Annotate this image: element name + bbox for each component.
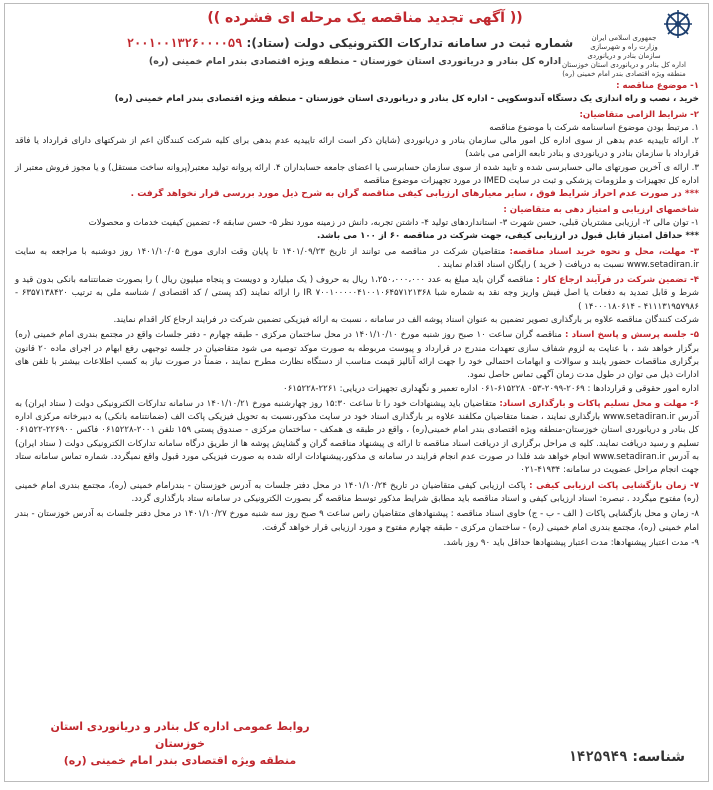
- footer-org-line-1: روابط عمومی اداره کل بنادر و دریانوردی استان خوزستان: [50, 720, 310, 750]
- section-5-body: مناقصه گران ساعت ۱۰ صبح روز شنبه مورخ ۱۴۰۱/۱۰/۱۰ در محل ساختمان مرکزی - طبقه چهارم - دفتر جلسات واقع در مجتمع بندری امام خمینی (ره) برگزار خواهد شد ، با عنایت به لزوم شفاف سازی تعهدات مندرج در قرارداد و پیوست مربوطه به صورت موکد توصیه می شود متقاضیان در جلسه توجیهی رفع ابهام در اجرای ماده ۲۰ قانون برگزاری مناقصات حضور یابند و سوالات و ابهامات احتمالی خود را جهت ارائه آنالیز قیمت مناسب از دستگاه نظارت مطرح نمایند ، ضمناً در صورت نیاز به کسب اطلاعات بیشتر با تلفن های ادارات ذیل می توان در طول مدت زمان آگهی تماس حاصل نمود.: [15, 330, 699, 381]
- section-7: [15, 480, 699, 507]
- section-7-body: پاکت ارزیابی کیفی متقاضیان در تاریخ ۱۴۰۱/۱۰/۲۴ در محل دفتر جلسات به آدرس خوزستان - بندرامام خمینی (ره)، مجتمع بندری امام خمینی (ره) مفتوح میگردد . تبصره: اسناد ارزیابی کیفی و اسناد مناقصه باید مطابق شرایط مذکور توسط مناقصه گر بصورت الکترونیکی در سامانه ستاد بارگذاری گردد.: [15, 480, 699, 504]
- footer-organization: [35, 718, 325, 769]
- section-4-note: شرکت کنندگان مناقصه علاوه بر بارگذاری تصویر تضمین به عنوان اسناد پوشه الف در سامانه ، نسبت به ارائه فیزیکی تضمین شرکت در فرایند ارجاع کار اقدام نمایند.: [113, 315, 699, 326]
- section-4: [15, 274, 699, 327]
- section-5-title: ۵- جلسه پرسش و پاسخ اسناد :: [564, 330, 699, 341]
- criteria-note: *** حداقل امتیاز قابل قبول در ارزیابی کیفی، جهت شرکت در مناقصه ۶۰ از ۱۰۰ می باشد.: [316, 231, 699, 242]
- section-1: [15, 80, 699, 107]
- section-3: [15, 246, 699, 273]
- section-3-body: متقاضیان شرکت در مناقصه می توانند از تاریخ ۱۴۰۱/۰۹/۲۳ تا پایان وقت اداری مورخ ۱۴۰۱/۱۰/۰۵ روز دوشنبه با مراجعه به سایت www.setadiran.ir نسبت به دریافت ( خرید ) رایگان اسناد اقدام نمایند .: [15, 246, 699, 270]
- section-4-title: ۴- تضمین شرکت در فرآیند ارجاع کار :: [536, 275, 699, 286]
- notice-body: [15, 80, 699, 552]
- logo-line: منطقه ویژه اقتصادی بندر امام خمینی (ره): [562, 70, 686, 78]
- section-criteria: [15, 204, 699, 244]
- issuing-organization: اداره کل بنادر و دریانوردی استان خوزستان - منطقه ویژه اقتصادی بندر امام خمینی (ره): [148, 56, 562, 67]
- notice-id-label: شناسه:: [632, 749, 685, 765]
- section-1-body: خرید ، نصب و راه اندازی یک دستگاه آندوسکوپی - اداره کل بنادر و دریانوردی استان خوزستان - منطقه ویژه اقتصادی بندر امام خمینی (ره): [114, 94, 699, 105]
- notice-page: [4, 3, 709, 782]
- notice-id-value: ۱۴۲۵۹۴۹: [568, 749, 628, 765]
- logo-line: سازمان بنادر و دریانوردی: [587, 52, 661, 60]
- section-6-body: متقاضیان باید پیشنهادات خود را تا ساعت ۱۵:۳۰ روز چهارشنبه مورخ ۱۴۰۱/۱۰/۲۱ در سامانه تدارکات الکترونیکی دولت ( ستاد ایران) به آدرس www.setadiran.ir بارگذاری نمایند ، ضمنا متقاضیان مکلفند علاوه بر بارگذاری اسناد خود در سایت مذکور،نسبت به تحویل فیزیکی پاکت الف (ضمانتنامه بانکی) به دبیرخانه مرکزی اداره کل بنادر و دریانوردی استان خوزستان-منطقه ویژه اقتصادی بندر امام خمینی(ره) ، واقع در طبقه ی همکف - ساختمان مرکزی - صندوق پستی ۱۵۹ تلفن ۲۰۰۱-۰۶۱۵۲۲۸ فاکس ۲۲۶۹۰۰-۰۶۱۵۲۲ تسلیم و رسید دریافت نمایند. کلیه ی مراحل برگزاری از دریافت اسناد مناقصه تا ارائه ی پیشنهاد مناقصه گران و گشایش پوشه ها از طریق درگاه سامانه تدارکات الکترونیکی دولت ( ستاد ایران) به آدرس www.setadiran.ir انجام خواهد شد فلذا در صورت عدم انجام فرایند در سامانه ی مذکور،پیشنهادات ارائه شده به صورت فیزیکی مورد قبول واقع نمیگردد. شماره تماس سامانه ستاد جهت انجام مراحل عضویت در سامانه: ۴۱۹۳۴-۰۲۱: [15, 398, 699, 476]
- section-7-title: ۷- زمان بازگشایی پاکت ارزیابی کیفی :: [529, 480, 699, 491]
- logo-line: وزارت راه و شهرسازی: [590, 43, 658, 51]
- registration-label: شماره ثبت در سامانه تدارکات الکترونیکی دولت (ستاد):: [246, 36, 574, 50]
- requirement-item: ۳. ارائه ی آخرین صورتهای مالی حسابرسی شده و تایید شده از سوی سازمان حسابرسی یا اعضای جامعه حسابداران ۴. ارائه پروانه تولید معتبر(پروانه ساخت مستقل) و یا مجوز فروش معتبر از اداره کل تجهیزات و ملزومات پزشکی و ثبت در سایت IMED در مورد تجهیزات موضوع مناقصه: [15, 162, 700, 187]
- requirement-note: *** در صورت عدم احراز شرایط فوق ، سایر معیارهای ارزیابی کیفی مناقصه گران به شرح ذیل مورد بررسی قرار نخواهد گرفت .: [130, 189, 699, 200]
- section-2: [15, 109, 699, 202]
- section-9: ۹- مدت اعتبار پیشنهادها: مدت اعتبار پیشنهادها حداقل باید ۹۰ روز باشد.: [443, 537, 699, 548]
- section-4-body: مناقصه گران باید مبلغ به عدد ۱،۲۵۰،۰۰۰،۰۰۰ ریال به حروف ( یک میلیارد و دویست و پنجاه میلیون ریال ) را بصورت ضمانتنامه بانکی بدون قید و شرط و قابل تمدید به دفعات یا اصل فیش واریز وجه نقد به شماره شبا IR ۷۰۰۱۰۰۰۰۰۴۱۰۰۱۰۶۴۵۷۱۲۱۳۶۸ را ارائه نمایند (کد پستی / کد اقتصادی / شناسه ملی به ترتیب ۶۳۵۷۱۳۸۴۲۰ - ۴۱۱۱۳۱۹۵۷۹۸۶ - ۱۴۰۰۰۱۸۰۶۱۴ ): [15, 275, 699, 312]
- logo-caption: [544, 34, 704, 79]
- footer-org-line-2: منطقه ویژه اقتصادی بندر امام خمینی (ره): [63, 754, 297, 767]
- section-6-title: ۶- مهلت و محل تسلیم پاکات و بارگذاری اسناد:: [499, 398, 700, 409]
- registration-number: ۲۰۰۱۰۰۱۳۲۶۰۰۰۰۵۹: [126, 36, 243, 50]
- requirement-item: ۱. مرتبط بودن موضوع اساسنامه شرکت با موضوع مناقصه: [489, 122, 699, 133]
- section-6: [15, 398, 699, 478]
- criteria-title: شاخصهای ارزیابی و امتیاز دهی به متقاضیان :: [503, 204, 699, 215]
- section-3-title: ۳- مهلت، محل و نحوه خرید اسناد مناقصه:: [509, 246, 699, 257]
- section-1-title: ۱- موضوع مناقصه :: [616, 81, 699, 91]
- notice-title: (( آگهی تجدید مناقصه یک مرحله ای فشرده )): [207, 10, 523, 26]
- requirement-item: ۲. ارائه تاییدیه عدم بدهی از سوی اداره کل امور مالی سازمان بنادر و دریانوردی (شایان ذکر است ارائه تاییدیه عدم بدهی برای کلیه شرکت کنندگان اعم از شرکتهای دارای قرارداد یا فاقد قرارداد با سازمان بنادر و دریانوردی و بنادر تابعه الزامی می باشد): [15, 136, 699, 160]
- section-5: [15, 329, 699, 395]
- criteria-body: ۱- توان مالی ۲- ارزیابی مشتریان قبلی، حسن شهرت ۳- استانداردهای تولید ۴- داشتن تجربه، دانش در زمینه مورد نظر ۵- حسن سابقه ۶- تضمین کیفیت خدمات و محصولات: [88, 217, 699, 228]
- registration-line: [115, 36, 585, 50]
- logo-line: اداره کل بنادر و دریانوردی استان خوزستان: [561, 61, 686, 69]
- section-8: ۸- زمان و محل بازگشایی پاکات ( الف - ب - ج) حاوی اسناد مناقصه : پیشنهادهای متقاضیان راس ساعت ۹ صبح روز سه شنبه مورخ ۱۴۰۱/۱۰/۲۷ در محل دفتر جلسات به آدرس خوزستان - بندر امام خمینی (ره)، مجتمع بندری امام خمینی (ره) - ساختمان مرکزی - طبقه چهارم مفتوح و مورد ارزیابی قرار خواهد گرفت.: [15, 509, 699, 533]
- section-5-contacts: اداره امور حقوقی و قراردادها : ۲۰۶۹-۲۰۹۹-۰۵۳ ۶۱۵۲۲۸-۰۶۱ اداره تعمیر و نگهداری تجهیزات دریایی: ۲۲۶۱-۰۶۱۵۲۲۸: [283, 383, 699, 394]
- logo-line: جمهوری اسلامی ایران: [591, 34, 657, 42]
- section-2-title: ۲- شرایط الزامی متقاضیان:: [579, 109, 699, 120]
- notice-id: [475, 749, 685, 765]
